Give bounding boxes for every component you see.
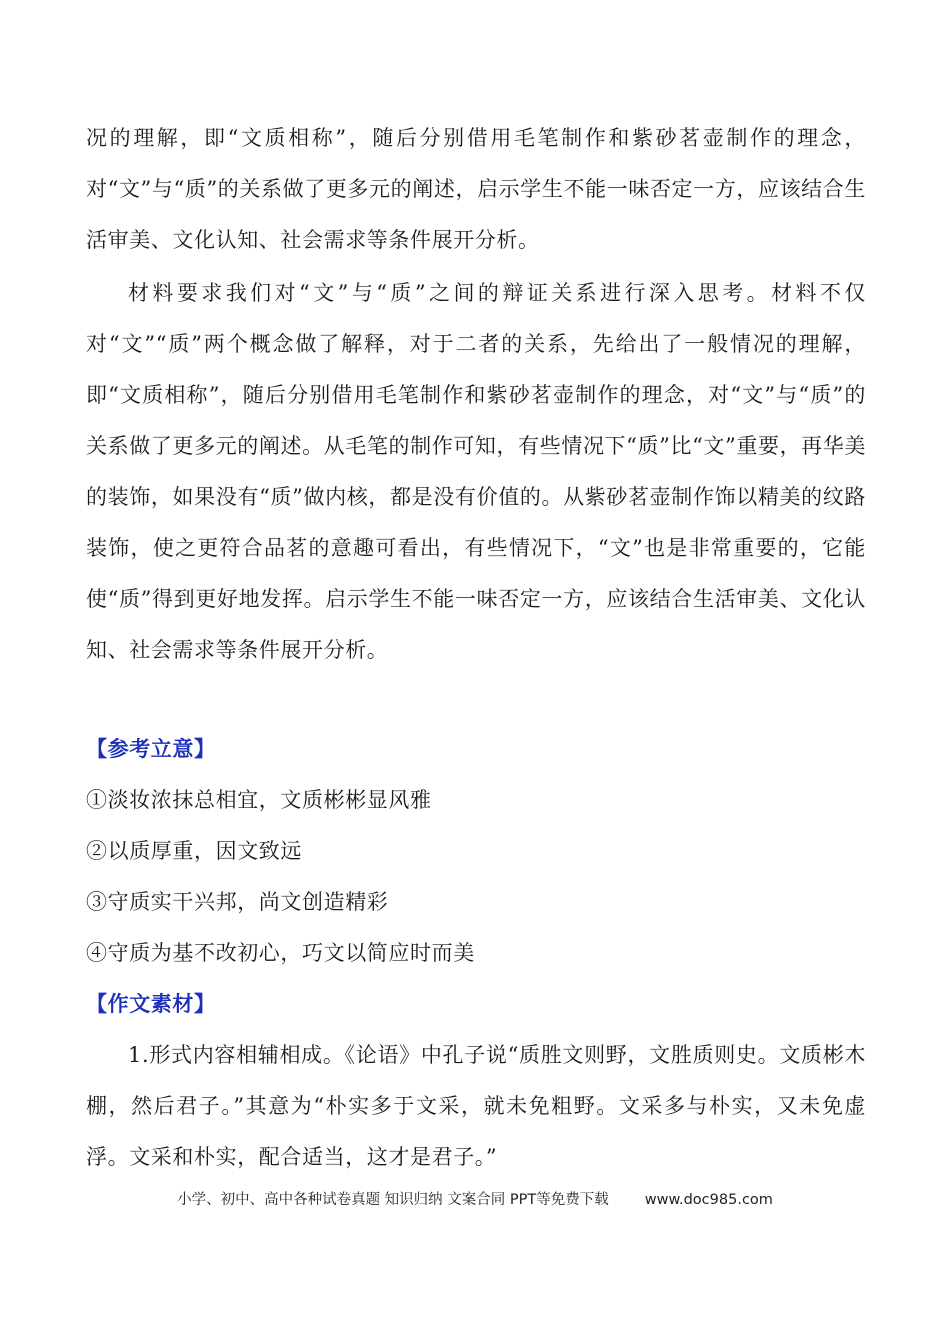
paragraph-analysis-detail: 材料要求我们对“文”与“质”之间的辩证关系进行深入思考。材料不仅对“文”“质”两个概念做了解释，对于二者的关系，先给出了一般情况的理解，即“文质相称”，随后分别借用毛笔制作和紫砂茗壶制作的理念，对“文”与“质”的关系做了更多元的阐述。从毛笔的制作可知，有些情况下“质”比“文”重要，再华美的装饰，如果没有“质”做内核，都是没有价值的。从紫砂茗壶制作饰以精美的纹路装饰，使之更符合品茗的意趣可看出，有些情况下，“文”也是非常重要的，它能使“质”得到更好地发挥。启示学生不能一味否定一方，应该结合生活审美、文化认知、社会需求等条件展开分析。 <box>86 281 866 662</box>
idea-item-4: ④守质为基不改初心，巧文以简应时而美 <box>86 941 475 965</box>
paragraph-analysis-continued: 况的理解，即“文质相称”，随后分别借用毛笔制作和紫砂茗壶制作的理念，对“文”与“质”的关系做了更多元的阐述，启示学生不能一味否定一方，应该结合生活审美、文化认知、社会需求等条件展开分析。 <box>86 126 866 252</box>
section-heading-writing-materials: 【作文素材】 <box>86 992 216 1016</box>
section-heading-reference-ideas: 【参考立意】 <box>86 737 216 761</box>
paragraph-material-1: 1.形式内容相辅相成。《论语》中孔子说“质胜文则野，文胜质则史。文质彬木棚，然后君子。”其意为“朴实多于文采，就未免粗野。文采多与朴实，又未免虚浮。文采和朴实，配合适当，这才是君子。” <box>86 1043 866 1169</box>
idea-item-3: ③守质实干兴邦，尚文创造精彩 <box>86 890 389 914</box>
page-footer <box>0 1188 950 1212</box>
idea-item-1: ①淡妆浓抹总相宜，文质彬彬显风雅 <box>86 788 432 812</box>
footer-site-link[interactable]: www.doc985.com <box>644 1192 773 1208</box>
idea-item-2: ②以质厚重，因文致远 <box>86 839 302 863</box>
footer-text: 小学、初中、高中各种试卷真题 知识归纳 文案合同 PPT等免费下载 <box>177 1192 609 1208</box>
